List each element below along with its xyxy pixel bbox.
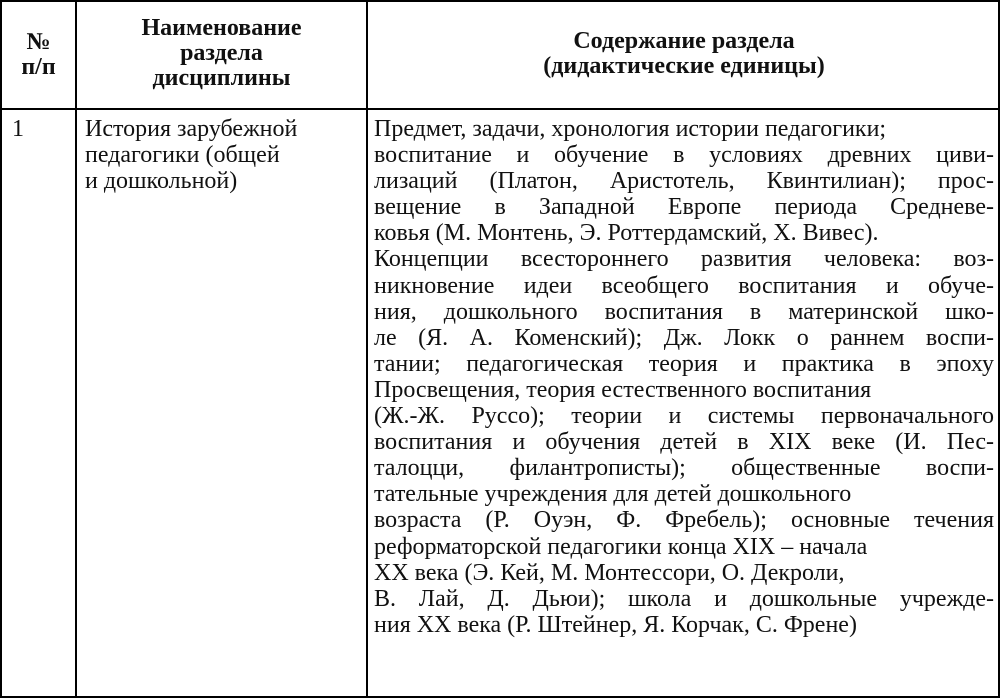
header-number xyxy=(2,2,75,108)
content-line: ния, дошкольного воспитания в материнской шко- xyxy=(374,298,994,325)
section-name-line: История зарубежной xyxy=(85,116,298,142)
content-line: ковья (М. Монтень, Э. Роттердамский, Х. Вивес). xyxy=(374,220,879,247)
content-line: ния XX века (Р. Штейнер, Я. Корчак, С. Френе) xyxy=(374,611,857,638)
content-line: воспитания и обучения детей в XIX веке (И. Пес- xyxy=(374,429,994,456)
row-section-name xyxy=(85,116,297,194)
section-name-line: педагогики (общей xyxy=(85,142,280,169)
content-line: никновение идеи всеобщего воспитания и обуче- xyxy=(374,272,994,299)
header-section-content xyxy=(368,2,1000,108)
content-line: XX века (Э. Кей, М. Монтессори, О. Декроли, xyxy=(374,559,845,586)
header-name-line: раздела xyxy=(180,39,263,66)
content-line: ле (Я. А. Коменский); Дж. Локк о раннем воспи- xyxy=(374,324,994,351)
header-number-line: п/п xyxy=(21,54,56,80)
content-line: (Ж.-Ж. Руссо); теории и системы первоначального xyxy=(374,403,994,430)
section-name-line: и дошкольной) xyxy=(85,168,238,195)
content-line: талоцци, филантрописты); общественные воспи- xyxy=(374,455,994,482)
row-number: 1 xyxy=(12,116,24,142)
content-line: Концепции всестороннего развития человека: воз- xyxy=(374,246,994,273)
row-section-content xyxy=(374,116,994,638)
content-line: возраста (Р. Оуэн, Ф. Фребель); основные течения xyxy=(374,507,994,534)
content-line: Просвещения, теория естественного воспитания xyxy=(374,376,872,403)
header-name-line: Наименование xyxy=(141,14,302,41)
header-content-line: Содержание раздела xyxy=(573,28,795,54)
content-line: реформаторской педагогики конца XIX – начала xyxy=(374,533,868,560)
content-line: воспитание и обучение в условиях древних циви- xyxy=(374,142,994,169)
content-line: тании; педагогическая теория и практика в эпоху xyxy=(374,350,994,377)
header-section-name xyxy=(77,2,366,108)
header-divider xyxy=(2,108,998,110)
content-line: вещение в Западной Европе периода Средневе- xyxy=(374,194,994,221)
content-line: В. Лай, Д. Дьюи); школа и дошкольные учрежде- xyxy=(374,585,994,612)
header-name-line: дисциплины xyxy=(152,64,291,91)
header-number-line: № xyxy=(26,29,51,55)
content-line: лизаций (Платон, Аристотель, Квинтилиан); прос- xyxy=(374,168,994,195)
header-content-line: (дидактические единицы) xyxy=(543,53,825,79)
content-line: Предмет, задачи, хронология истории педагогики; xyxy=(374,116,887,142)
content-line: тательные учреждения для детей дошкольного xyxy=(374,481,852,508)
